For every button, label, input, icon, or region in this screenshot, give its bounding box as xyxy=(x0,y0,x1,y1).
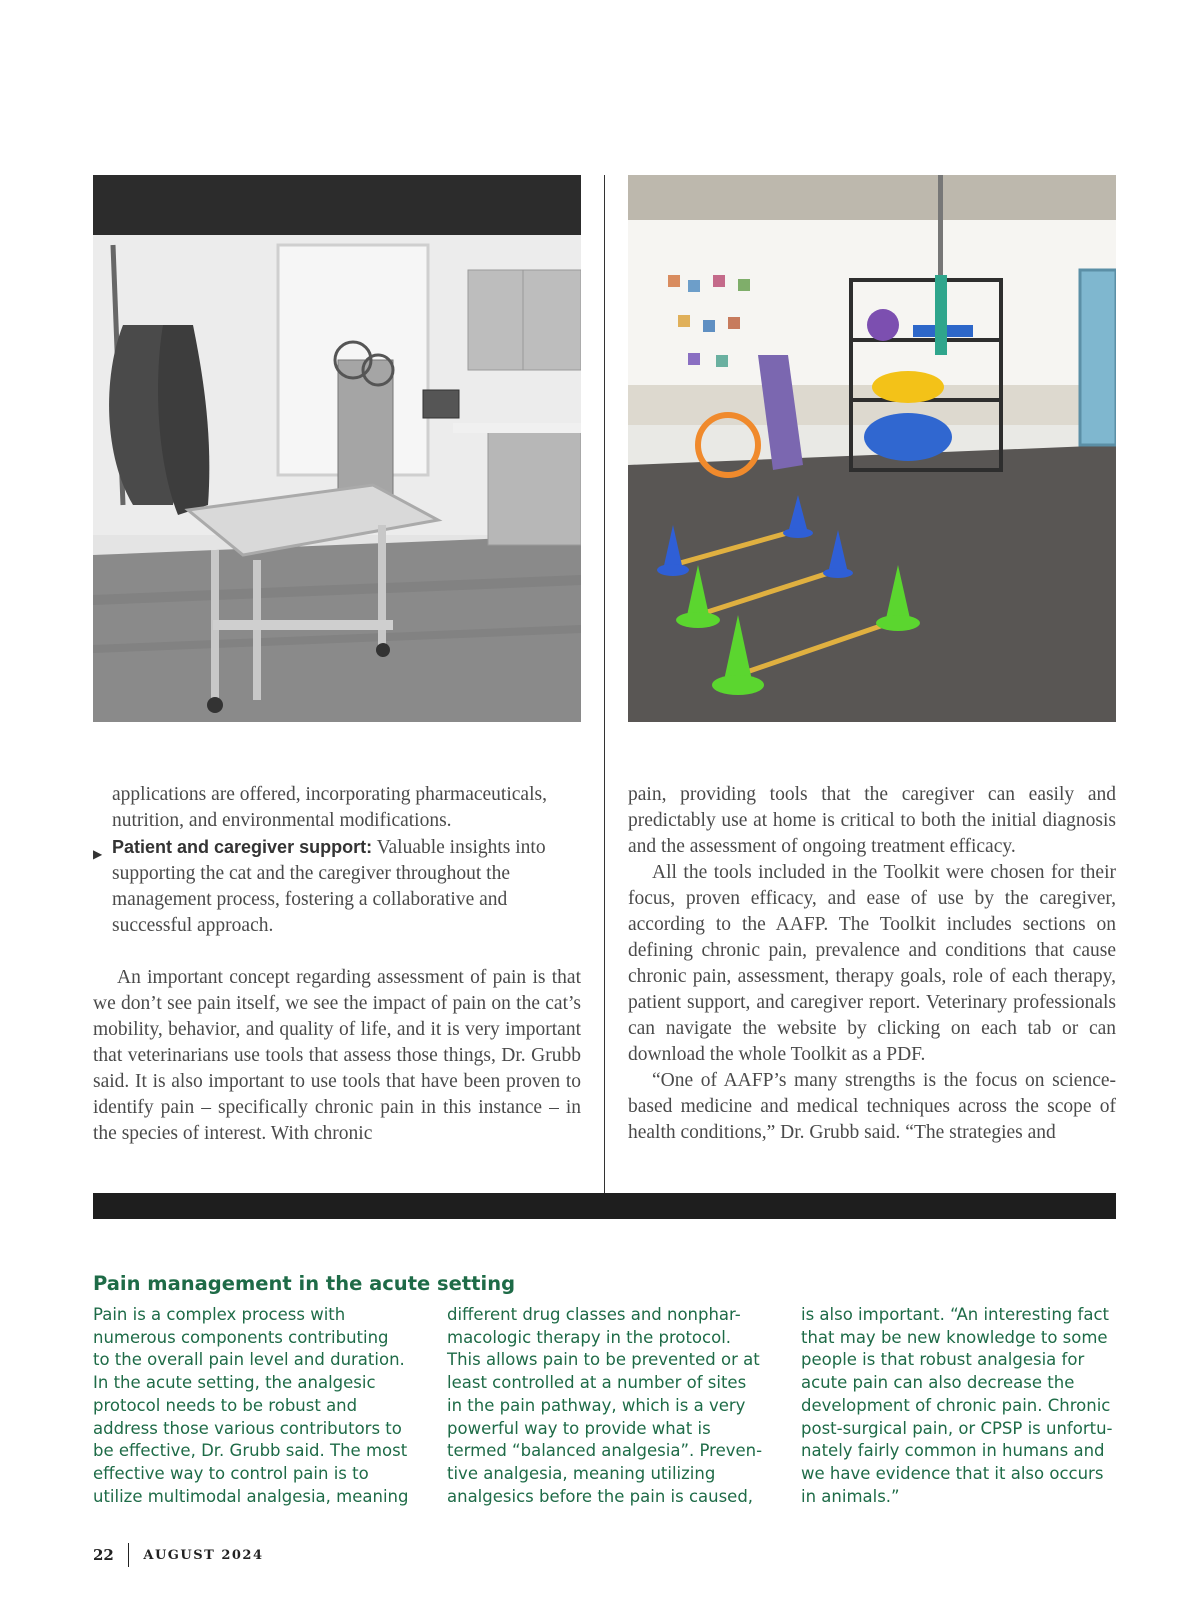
triangle-bullet-icon: ▶ xyxy=(93,847,103,861)
bullet-patient-support xyxy=(93,834,581,939)
sidebar-line: in animals.” xyxy=(801,1486,900,1506)
sidebar-line: in the pain pathway, which is a very xyxy=(447,1395,746,1415)
page-number: 22 xyxy=(93,1546,114,1564)
sidebar-line: address those various contributors to xyxy=(93,1418,402,1438)
sidebar-line: powerful way to provide what is xyxy=(447,1418,711,1438)
sidebar-line: to the overall pain level and duration. xyxy=(93,1350,405,1370)
sidebar-line: different drug classes and nonphar- xyxy=(447,1305,741,1324)
sidebar-line: protocol needs to be robust and xyxy=(93,1395,358,1415)
sidebar-line: acute pain can also decrease the xyxy=(801,1373,1075,1393)
sidebar-line: effective way to control pain is to xyxy=(93,1463,369,1483)
sidebar-line: analgesics before the pain is caused, xyxy=(447,1486,754,1506)
bullet-title: Patient and caregiver support: xyxy=(112,837,373,857)
sidebar-line: be effective, Dr. Grubb said. The most xyxy=(93,1441,408,1461)
sidebar-line: This allows pain to be prevented or at xyxy=(447,1350,760,1370)
footer-divider xyxy=(128,1543,130,1567)
sidebar-column-1 xyxy=(93,1304,428,1508)
sidebar-line: is also important. “An interesting fact xyxy=(801,1305,1109,1324)
page-footer xyxy=(93,1543,264,1567)
sidebar-line: utilize multimodal analgesia, meaning xyxy=(93,1486,409,1506)
article-column-right xyxy=(628,782,1116,1146)
photo-rehab-gym xyxy=(628,175,1116,722)
body-paragraph: An important concept regarding assessment of pain is that we don’t see pain itself, we see the impact of pain on the cat’s mobility, behavior, and quality of life, and it is very important that veterinarians use tools that assess those things, Dr. Grubb said. It is also important to use tools that have been proven to identify pain – specifically chronic pain in this instance – in the species of interest. With chronic xyxy=(93,967,581,1144)
photo-treatment-room xyxy=(93,175,581,722)
sidebar-line: tive analgesia, meaning utilizing xyxy=(447,1463,716,1483)
body-paragraph: pain, providing tools that the caregiver can easily and predictably use at home is critical to both the initial diagnosis and the assessment of ongoing treatment efficacy. xyxy=(628,784,1116,857)
sidebar-line: we have evidence that it also occurs xyxy=(801,1463,1104,1483)
sidebar-line: termed “balanced analgesia”. Preven- xyxy=(447,1441,763,1461)
section-bar xyxy=(93,1193,1116,1219)
sidebar-line: macologic therapy in the protocol. xyxy=(447,1327,732,1347)
issue-date: AUGUST 2024 xyxy=(143,1547,264,1563)
sidebar-line: In the acute setting, the analgesic xyxy=(93,1373,376,1393)
sidebar-line: that may be new knowledge to some xyxy=(801,1327,1108,1347)
bullet-text: Valuable insights into supporting the cat and the caregiver throughout the management process, fostering a collaborative and successful approach. xyxy=(112,837,546,936)
continued-line-2: nutrition, and environmental modifications. xyxy=(112,810,452,831)
treatment-room-illustration xyxy=(93,175,581,722)
body-paragraph: All the tools included in the Toolkit were chosen for their focus, proven efficacy, and ease of use by the caregiver, according to the AAFP. The Toolkit includes sections on defining chronic pain, prevalence and conditions that cause chronic pain, assessment, therapy goals, role of each therapy, patient support, and caregiver report. Veterinary professionals can navigate the website by clicking on each tab or can download the whole Toolkit as a PDF. xyxy=(628,862,1116,1065)
rehab-gym-illustration xyxy=(628,175,1116,722)
body-paragraph: “One of AAFP’s many strengths is the focus on science-based medicine and medical techniques across the scope of health conditions,” Dr. Grubb said. “The strategies and xyxy=(628,1070,1116,1143)
sidebar-line: nately fairly common in humans and xyxy=(801,1441,1105,1461)
sidebar-line: numerous components contributing xyxy=(93,1327,389,1347)
sidebar-title: Pain management in the acute setting xyxy=(93,1272,516,1295)
article-column-left xyxy=(93,782,581,1147)
sidebar-line: post-surgical pain, or CPSP is unfortu- xyxy=(801,1418,1113,1438)
sidebar-line: Pain is a complex process with xyxy=(93,1305,346,1324)
sidebar-column-2 xyxy=(447,1304,782,1508)
sidebar-line: people is that robust analgesia for xyxy=(801,1350,1085,1370)
sidebar-line: least controlled at a number of sites xyxy=(447,1373,747,1393)
continued-line-1: applications are offered, incorporating pharmaceuticals, xyxy=(112,784,547,805)
sidebar-line: development of chronic pain. Chronic xyxy=(801,1395,1111,1415)
continued-list-text xyxy=(93,782,581,834)
sidebar-column-3 xyxy=(801,1304,1136,1508)
column-divider xyxy=(604,175,605,1205)
